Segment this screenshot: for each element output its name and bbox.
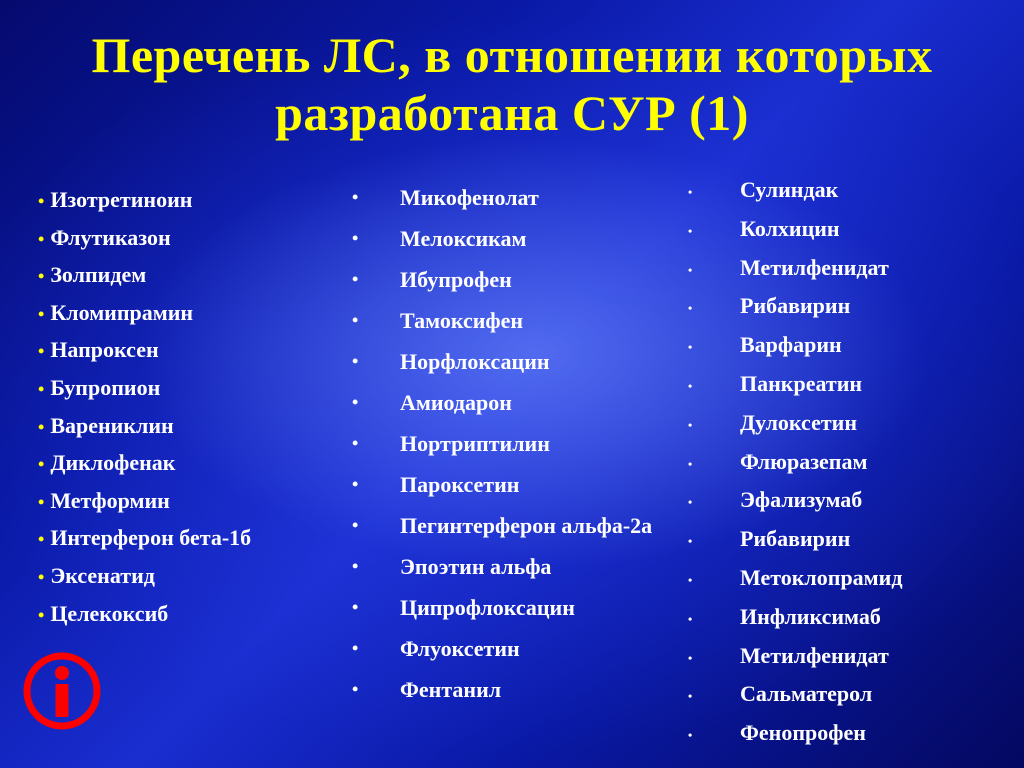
bullet-icon: •	[352, 433, 359, 453]
list-item: • Метформин	[38, 487, 170, 513]
list-item: • Тамоксифен	[352, 305, 670, 336]
list-item: • Флутиказон	[38, 224, 171, 250]
bullet-icon: •	[688, 223, 693, 238]
bullet-icon: •	[38, 529, 45, 550]
bullet-icon: •	[38, 604, 45, 625]
drug-list-column-3	[688, 172, 902, 754]
drug-list-column-1	[38, 185, 251, 636]
bullet-icon: •	[688, 456, 693, 471]
list-item: • Изотретиноин	[38, 187, 193, 212]
list-item: • Микофенолат	[352, 182, 670, 213]
bullet-icon: •	[352, 638, 359, 658]
list-item: • Фенопрофен	[688, 715, 902, 754]
list-item: • Панкреатин	[688, 366, 902, 405]
bullet-icon: •	[352, 556, 359, 576]
bullet-icon: •	[38, 416, 45, 437]
bullet-icon: •	[352, 351, 359, 371]
bullet-icon: •	[352, 269, 359, 289]
list-item: • Пароксетин	[352, 469, 670, 500]
list-item: • Эфализумаб	[688, 482, 902, 521]
list-item: • Инфликсимаб	[688, 599, 902, 638]
list-item: • Эпоэтин альфа	[352, 551, 670, 582]
list-item: • Бупропион	[38, 374, 161, 400]
list-item: • Золпидем	[38, 262, 147, 288]
list-item: • Рибавирин	[688, 288, 902, 327]
list-item: • Эксенатид	[38, 562, 155, 588]
list-item: • Метоклопрамид	[688, 560, 902, 599]
bullet-icon: •	[352, 310, 359, 330]
drug-list-column-2	[352, 182, 670, 715]
list-item: • Нортриптилин	[352, 428, 670, 459]
bullet-icon: •	[688, 378, 693, 393]
bullet-icon: •	[352, 187, 359, 207]
list-item: • Варфарин	[688, 327, 902, 366]
list-item: • Дулоксетин	[688, 405, 902, 444]
bullet-icon: •	[688, 417, 693, 432]
bullet-icon: •	[688, 650, 693, 665]
bullet-icon: •	[352, 392, 359, 412]
bullet-icon: •	[688, 340, 693, 355]
list-item: • Целекоксиб	[38, 600, 169, 626]
bullet-icon: •	[38, 378, 45, 399]
bullet-icon: •	[352, 515, 359, 535]
bullet-icon: •	[688, 572, 693, 587]
list-item: • Пегинтерферон альфа-2а	[352, 510, 670, 541]
bullet-icon: •	[38, 454, 45, 475]
bullet-icon: •	[352, 597, 359, 617]
list-item: • Варениклин	[38, 412, 174, 438]
bullet-icon: •	[688, 728, 693, 743]
title-line-2: разработана СУР (1)	[275, 85, 749, 141]
bullet-icon: •	[38, 191, 45, 211]
info-icon	[22, 651, 102, 731]
list-item: • Норфлоксацин	[352, 346, 670, 377]
bullet-icon: •	[688, 689, 693, 704]
list-item: • Напроксен	[38, 337, 159, 363]
bullet-icon: •	[688, 495, 693, 510]
list-item: • Мелоксикам	[352, 223, 670, 254]
bullet-icon: •	[688, 534, 693, 549]
list-item: • Амиодарон	[352, 387, 670, 418]
bullet-icon: •	[38, 491, 45, 512]
list-item: • Сальматерол	[688, 676, 902, 715]
list-item: • Метилфенидат	[688, 638, 902, 677]
bullet-icon: •	[352, 679, 359, 699]
list-item: • Фентанил	[352, 674, 670, 705]
list-item: • Флюразепам	[688, 444, 902, 483]
bullet-icon: •	[38, 566, 45, 587]
bullet-icon: •	[688, 301, 693, 316]
list-item: • Колхицин	[688, 211, 902, 250]
bullet-icon: •	[352, 474, 359, 494]
list-item: • Рибавирин	[688, 521, 902, 560]
list-item: • Ципрофлоксацин	[352, 592, 670, 623]
bullet-icon: •	[38, 303, 45, 324]
bullet-icon: •	[352, 228, 359, 248]
list-item: • Кломипрамин	[38, 299, 194, 325]
bullet-icon: •	[38, 228, 45, 249]
list-item: • Ибупрофен	[352, 264, 670, 295]
bullet-icon: •	[38, 266, 45, 287]
bullet-icon: •	[38, 341, 45, 362]
list-item: • Диклофенак	[38, 450, 176, 476]
list-item: • Флуоксетин	[352, 633, 670, 664]
list-item: • Метилфенидат	[688, 250, 902, 289]
slide-title	[0, 26, 1024, 142]
bullet-icon: •	[688, 611, 693, 626]
title-line-1: Перечень ЛС, в отношении которых	[91, 27, 933, 83]
bullet-icon: •	[688, 185, 693, 199]
list-item: • Интерферон бета-1б	[38, 525, 252, 551]
list-item: • Сулиндак	[688, 172, 902, 211]
bullet-icon: •	[688, 262, 693, 277]
